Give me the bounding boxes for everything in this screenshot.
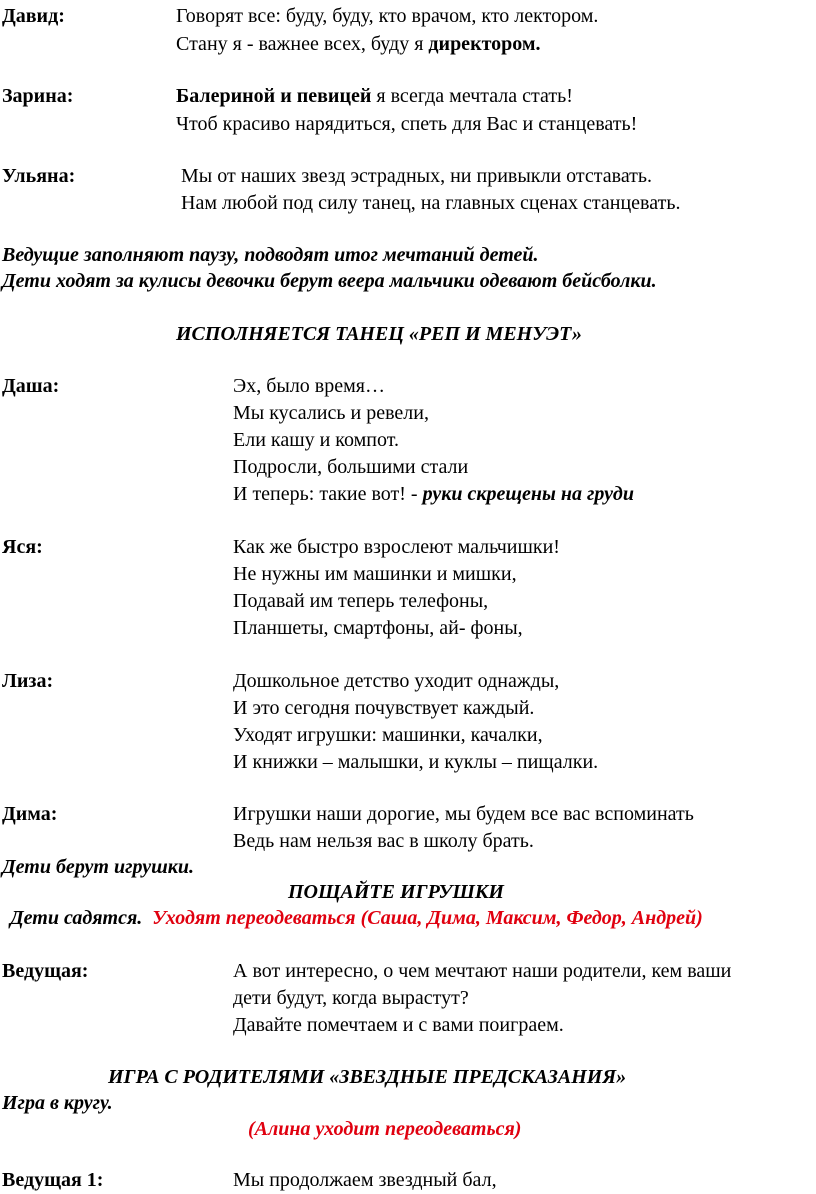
ulyana-line-2: Нам любой под силу танец, на главных сценах станцевать. bbox=[181, 192, 681, 214]
stage-direction-1: Ведущие заполняют паузу, подводят итог мечтаний детей. bbox=[2, 244, 539, 266]
speaker-yasya: Яся: bbox=[2, 536, 43, 558]
yasya-line-1: Как же быстро взрослеют мальчишки! bbox=[233, 536, 560, 558]
speaker-ulyana: Ульяна: bbox=[2, 165, 76, 187]
speaker-zarina: Зарина: bbox=[2, 85, 74, 107]
stage-direction-sit: Дети садятся. Уходят переодеваться (Саша, Дима, Максим, Федор, Андрей) bbox=[10, 907, 703, 929]
dima-line-2: Ведь нам нельзя вас в школу брать. bbox=[233, 830, 534, 852]
zarina-line-1: Балериной и певицей я всегда мечтала стать! bbox=[176, 85, 573, 107]
host-line-1: А вот интересно, о чем мечтают наши родители, кем ваши bbox=[233, 960, 732, 982]
speaker-liza: Лиза: bbox=[2, 670, 54, 692]
david-line-1: Говорят все: буду, буду, кто врачом, кто лектором. bbox=[176, 5, 599, 27]
toys-title: ПОЩАЙТЕ ИГРУШКИ bbox=[288, 881, 504, 903]
stage-direction-circle: Игра в кругу. bbox=[2, 1092, 113, 1114]
stage-direction-2: Дети ходят за кулисы девочки берут веера мальчики одевают бейсболки. bbox=[2, 270, 657, 292]
dasha-line-3: Ели кашу и компот. bbox=[233, 429, 399, 451]
dasha-line-5: И теперь: такие вот! - руки скрещены на груди bbox=[233, 483, 634, 505]
dima-line-1: Игрушки наши дорогие, мы будем все вас вспоминать bbox=[233, 803, 694, 825]
host-line-2: дети будут, когда вырастут? bbox=[233, 987, 469, 1009]
speaker-host-1: Ведущая 1: bbox=[2, 1169, 104, 1191]
yasya-line-2: Не нужны им машинки и мишки, bbox=[233, 563, 517, 585]
liza-line-1: Дошкольное детство уходит однажды, bbox=[233, 670, 560, 692]
speaker-host: Ведущая: bbox=[2, 960, 89, 982]
yasya-line-3: Подавай им теперь телефоны, bbox=[233, 590, 489, 612]
liza-line-2: И это сегодня почувствует каждый. bbox=[233, 697, 535, 719]
liza-line-3: Уходят игрушки: машинки, качалки, bbox=[233, 724, 543, 746]
zarina-line-2: Чтоб красиво нарядиться, спеть для Вас и станцевать! bbox=[176, 113, 638, 135]
stage-direction-toys: Дети берут игрушки. bbox=[2, 856, 195, 878]
dasha-line-2: Мы кусались и ревели, bbox=[233, 402, 429, 424]
speaker-dasha: Даша: bbox=[2, 375, 60, 397]
host1-line-1: Мы продолжаем звездный бал, bbox=[233, 1169, 497, 1191]
host-line-3: Давайте помечтаем и с вами поиграем. bbox=[233, 1014, 564, 1036]
ulyana-line-1: Мы от наших звезд эстрадных, ни привыкли отставать. bbox=[181, 165, 653, 187]
yasya-line-4: Планшеты, смартфоны, ай- фоны, bbox=[233, 617, 523, 639]
dasha-line-4: Подросли, большими стали bbox=[233, 456, 469, 478]
speaker-david: Давид: bbox=[2, 5, 65, 27]
david-line-2: Стану я - важнее всех, буду я директором. bbox=[176, 33, 541, 55]
dance-title: ИСПОЛНЯЕТСЯ ТАНЕЦ «РЕП И МЕНУЭТ» bbox=[176, 323, 582, 345]
liza-line-4: И книжки – малышки, и куклы – пищалки. bbox=[233, 751, 599, 773]
game-title: ИГРА С РОДИТЕЛЯМИ «ЗВЕЗДНЫЕ ПРЕДСКАЗАНИЯ» bbox=[108, 1066, 627, 1088]
stage-direction-alina: (Алина уходит переодеваться) bbox=[248, 1118, 522, 1140]
speaker-dima: Дима: bbox=[2, 803, 58, 825]
dasha-line-1: Эх, было время… bbox=[233, 375, 385, 397]
